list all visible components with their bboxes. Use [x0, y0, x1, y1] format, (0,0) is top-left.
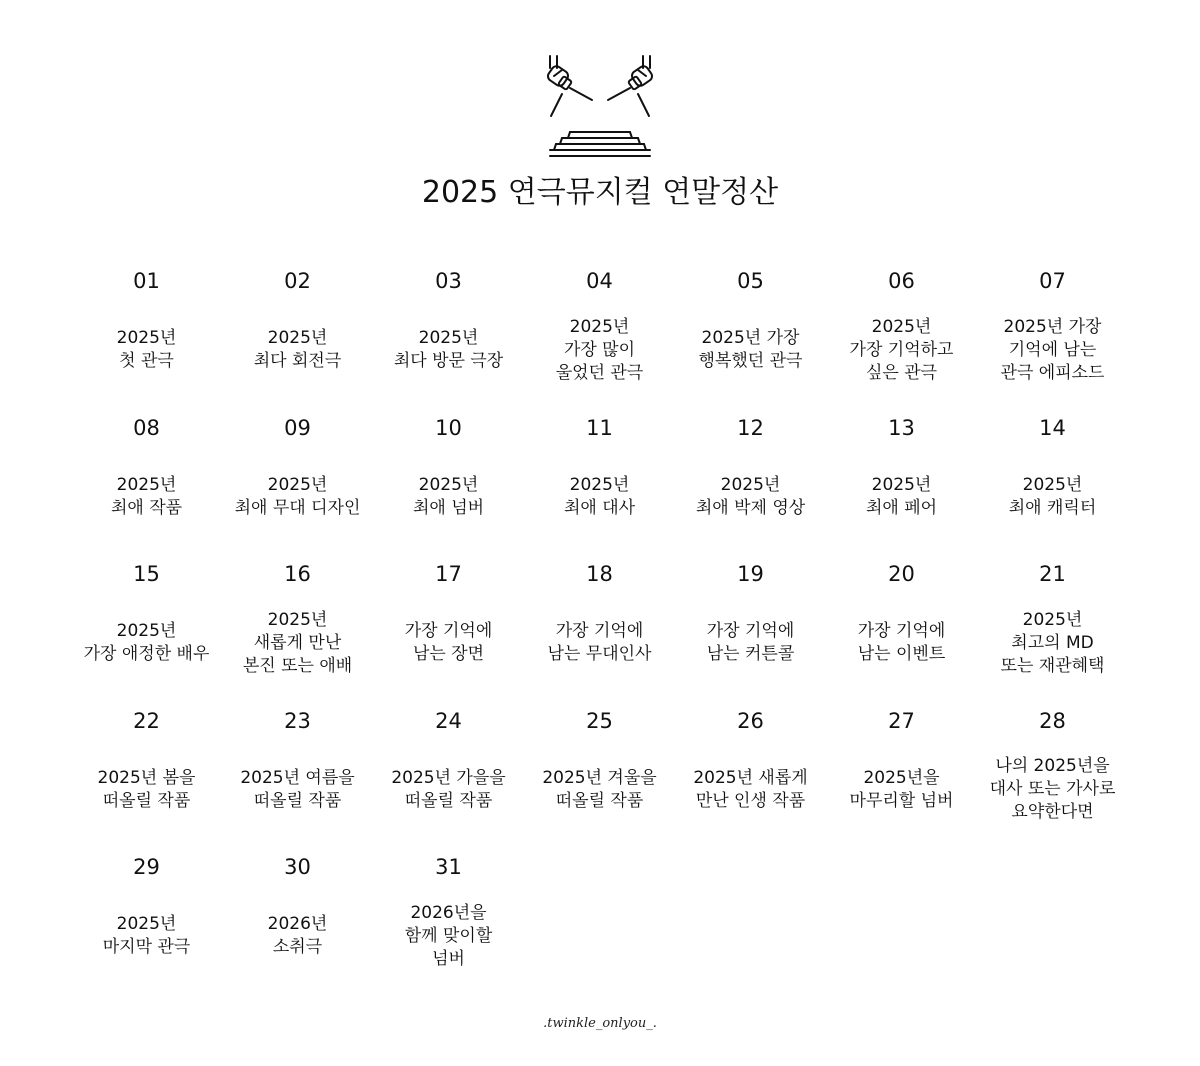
day-prompt: 2025년 가장 행복했던 관극	[698, 328, 803, 371]
calendar-cell	[373, 262, 524, 409]
day-number: 09	[284, 415, 311, 440]
calendar-cell	[826, 702, 977, 849]
day-prompt: 2025년 마지막 관극	[102, 914, 191, 958]
day-number: 07	[1039, 269, 1066, 293]
day-number: 30	[284, 855, 311, 880]
calendar-cell	[675, 555, 826, 702]
calendar-cell	[373, 409, 524, 556]
calendar-grid	[71, 262, 1129, 995]
day-prompt: 2025년 여름을 떠올릴 작품	[240, 767, 355, 811]
day-prompt: 2025년 가장 기억에 남는 관극 에피소드	[1000, 316, 1105, 383]
day-number: 25	[586, 708, 613, 733]
calendar-cell	[524, 409, 675, 556]
day-number: 05	[737, 269, 764, 293]
calendar-cell	[71, 555, 222, 702]
day-number: 23	[284, 708, 311, 733]
day-prompt: 2025년 최애 작품	[110, 474, 183, 518]
day-number: 13	[888, 415, 915, 440]
calendar-cell	[524, 262, 675, 409]
day-prompt: 2025년 최애 넘버	[412, 474, 485, 518]
day-prompt: 가장 기억에 남는 장면	[404, 621, 493, 665]
day-number: 27	[888, 708, 915, 733]
day-prompt: 2025년 가장 애정한 배우	[83, 621, 210, 665]
calendar-cell	[524, 702, 675, 849]
day-prompt: 2025년을 마무리할 넘버	[849, 767, 954, 811]
day-number: 08	[133, 415, 160, 440]
day-number: 11	[586, 415, 613, 440]
day-prompt: 2025년 최애 페어	[865, 474, 938, 518]
calendar-cell	[675, 409, 826, 556]
day-number: 04	[586, 269, 613, 293]
day-prompt: 2025년 가장 기억하고 싶은 관극	[849, 316, 954, 383]
calendar-cell	[71, 409, 222, 556]
calendar-cell	[222, 262, 373, 409]
calendar-cell	[524, 555, 675, 702]
calendar-cell	[373, 555, 524, 702]
day-prompt: 2025년 새롭게 만난 본진 또는 애배	[242, 609, 353, 676]
day-prompt: 2025년 최애 박제 영상	[695, 474, 806, 518]
day-prompt: 2025년 새롭게 만난 인생 작품	[693, 767, 808, 811]
day-number: 02	[284, 269, 311, 293]
day-number: 28	[1039, 708, 1066, 733]
day-prompt: 가장 기억에 남는 커튼콜	[706, 621, 795, 665]
page-title: 2025 연극뮤지컬 연말정산	[421, 175, 779, 210]
calendar-cell	[222, 555, 373, 702]
day-prompt: 2025년 최다 회전극	[253, 328, 342, 371]
calendar-cell	[71, 702, 222, 849]
day-prompt: 나의 2025년을 대사 또는 가사로 요약한다면	[989, 756, 1116, 823]
calendar-cell	[71, 262, 222, 409]
calendar-cell	[71, 848, 222, 995]
day-prompt: 2026년을 함께 맞이할 넘버	[404, 902, 493, 969]
day-prompt: 2025년 가을을 떠올릴 작품	[391, 767, 506, 811]
day-number: 10	[435, 415, 462, 440]
calendar-cell	[977, 702, 1128, 849]
day-number: 24	[435, 708, 462, 733]
day-number: 03	[435, 269, 462, 293]
day-prompt: 가장 기억에 남는 무대인사	[547, 621, 652, 665]
day-number: 17	[435, 562, 462, 587]
day-prompt: 2025년 최고의 MD 또는 재관혜택	[1000, 609, 1105, 676]
calendar-cell	[826, 409, 977, 556]
signature: .twinkle_onlyou_.	[543, 1016, 657, 1031]
day-prompt: 2025년 가장 많이 울었던 관극	[555, 316, 644, 383]
day-number: 12	[737, 415, 764, 440]
day-number: 19	[737, 562, 764, 587]
day-prompt: 2025년 최애 무대 디자인	[234, 474, 361, 518]
day-prompt: 가장 기억에 남는 이벤트	[857, 621, 946, 665]
day-number: 06	[888, 269, 915, 293]
day-number: 15	[133, 562, 160, 587]
day-number: 29	[133, 855, 160, 880]
calendar-cell	[373, 702, 524, 849]
day-number: 22	[133, 708, 160, 733]
day-number: 26	[737, 708, 764, 733]
calendar-cell	[222, 409, 373, 556]
calendar-cell	[373, 848, 524, 995]
day-number: 01	[133, 269, 160, 293]
day-prompt: 2025년 봄을 떠올릴 작품	[97, 767, 196, 811]
calendar-cell	[826, 555, 977, 702]
calendar-cell	[977, 409, 1128, 556]
day-prompt: 2025년 겨울을 떠올릴 작품	[542, 767, 657, 811]
calendar-cell	[222, 702, 373, 849]
day-number: 20	[888, 562, 915, 587]
calendar-cell	[826, 262, 977, 409]
day-number: 16	[284, 562, 311, 587]
day-number: 18	[586, 562, 613, 587]
day-prompt: 2026년 소취극	[267, 914, 328, 958]
day-prompt: 2025년 최애 캐릭터	[1008, 474, 1097, 518]
calendar-cell	[675, 262, 826, 409]
calendar-cell	[977, 262, 1128, 409]
day-number: 21	[1039, 562, 1066, 587]
stage-spotlights-icon	[540, 52, 660, 164]
calendar-cell	[675, 702, 826, 849]
day-number: 31	[435, 855, 462, 880]
day-prompt: 2025년 첫 관극	[116, 328, 177, 371]
day-prompt: 2025년 최다 방문 극장	[393, 328, 504, 371]
day-number: 14	[1039, 415, 1066, 440]
calendar-cell	[977, 555, 1128, 702]
calendar-cell	[222, 848, 373, 995]
day-prompt: 2025년 최애 대사	[563, 474, 636, 518]
